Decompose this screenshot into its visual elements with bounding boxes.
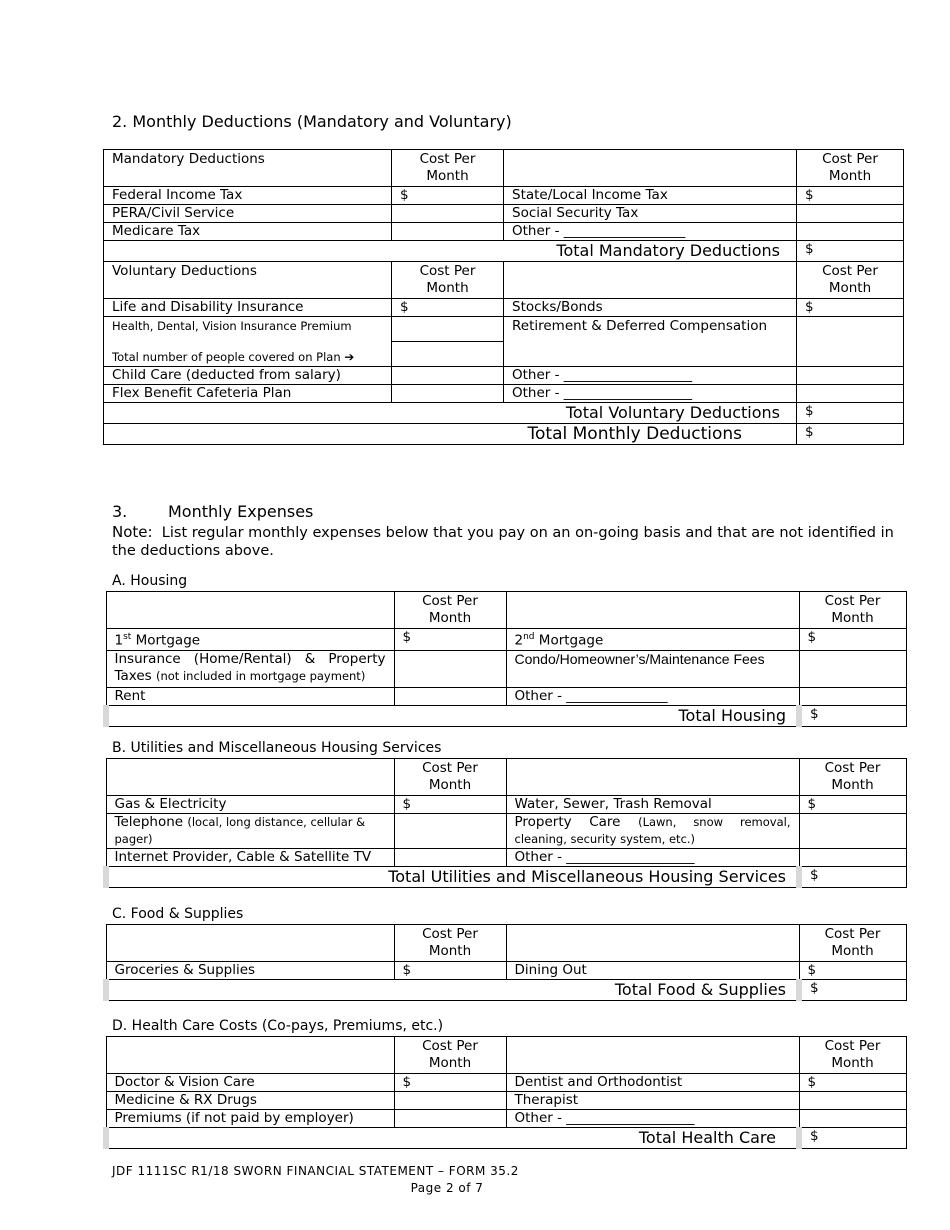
other-voluntary-1-label: Other - ___________________	[504, 367, 797, 385]
blank-header	[506, 925, 799, 962]
first-mortgage-field[interactable]: $	[394, 629, 506, 651]
rent-field[interactable]	[394, 687, 506, 705]
health-title: D. Health Care Costs (Co-pays, Premiums, etc.)	[112, 1018, 444, 1034]
total-mandatory-field[interactable]: $	[797, 241, 904, 262]
blank-header	[506, 1037, 799, 1074]
other-voluntary-1-field[interactable]	[797, 367, 904, 385]
rent-label: Rent	[106, 687, 394, 705]
other-utilities-label: Other - ___________________	[506, 849, 799, 867]
telephone-field[interactable]	[394, 814, 506, 849]
total-voluntary-field[interactable]: $	[797, 403, 904, 424]
first-mortgage-label: 1st Mortgage	[106, 629, 394, 651]
total-food-label: Total Food & Supplies	[106, 980, 799, 1001]
housing-table	[103, 591, 907, 727]
other-health-field[interactable]	[799, 1110, 906, 1128]
doctor-vision-field[interactable]: $	[394, 1074, 506, 1092]
deductions-table	[103, 149, 904, 445]
social-security-label: Social Security Tax	[504, 205, 797, 223]
utilities-title: B. Utilities and Miscellaneous Housing Services	[112, 740, 442, 756]
cost-header: Cost Per Month	[797, 262, 904, 299]
other-voluntary-2-field[interactable]	[797, 385, 904, 403]
social-security-field[interactable]	[797, 205, 904, 223]
cost-header: Cost Per Month	[799, 592, 906, 629]
stocks-label: Stocks/Bonds	[504, 299, 797, 317]
cost-header: Cost Per Month	[394, 592, 506, 629]
internet-label: Internet Provider, Cable & Satellite TV	[106, 849, 394, 867]
child-care-field[interactable]	[392, 367, 504, 385]
water-sewer-label: Water, Sewer, Trash Removal	[506, 796, 799, 814]
health-premium-field[interactable]	[392, 317, 504, 342]
section-3-number: 3.	[112, 502, 128, 521]
total-housing-label: Total Housing	[106, 705, 799, 726]
total-food-field[interactable]: $	[799, 980, 906, 1001]
cost-header: Cost Per Month	[797, 150, 904, 187]
blank-header	[504, 262, 797, 299]
health-table	[103, 1036, 907, 1149]
property-care-field[interactable]	[799, 814, 906, 849]
flex-benefit-field[interactable]	[392, 385, 504, 403]
condo-fees-label: Condo/Homeowner’s/Maintenance Fees	[506, 650, 799, 687]
gas-electric-field[interactable]: $	[394, 796, 506, 814]
dentist-field[interactable]: $	[799, 1074, 906, 1092]
health-premium-label: Health, Dental, Vision Insurance Premium	[104, 317, 392, 342]
cost-header: Cost Per Month	[799, 925, 906, 962]
blank-header	[106, 592, 394, 629]
people-covered-field[interactable]	[392, 342, 504, 367]
medicine-field[interactable]	[394, 1092, 506, 1110]
total-utilities-field[interactable]: $	[799, 867, 906, 888]
cost-header: Cost Per Month	[392, 150, 504, 187]
total-utilities-label: Total Utilities and Miscellaneous Housing Services	[106, 867, 799, 888]
internet-field[interactable]	[394, 849, 506, 867]
telephone-label: Telephone (local, long distance, cellular & pager)	[106, 814, 394, 849]
blank-header	[506, 592, 799, 629]
voluntary-header: Voluntary Deductions	[104, 262, 392, 299]
other-voluntary-2-label: Other - ___________________	[504, 385, 797, 403]
retirement-label: Retirement & Deferred Compensation	[504, 317, 797, 367]
food-table	[103, 924, 907, 1001]
other-housing-label: Other - _______________	[506, 687, 799, 705]
blank-header	[106, 759, 394, 796]
therapist-label: Therapist	[506, 1092, 799, 1110]
therapist-field[interactable]	[799, 1092, 906, 1110]
footer-page-number: Page 2 of 7	[410, 1181, 484, 1195]
cost-header: Cost Per Month	[394, 925, 506, 962]
medicare-field[interactable]	[392, 223, 504, 241]
cost-header: Cost Per Month	[394, 759, 506, 796]
section-3-note	[112, 523, 902, 560]
section-3-title: Monthly Expenses	[168, 502, 314, 521]
groceries-field[interactable]: $	[394, 962, 506, 980]
federal-income-tax-field[interactable]: $	[392, 187, 504, 205]
second-mortgage-field[interactable]: $	[799, 629, 906, 651]
pera-label: PERA/Civil Service	[104, 205, 392, 223]
state-local-tax-label: State/Local Income Tax	[504, 187, 797, 205]
section-2-title: 2. Monthly Deductions (Mandatory and Voluntary)	[112, 112, 512, 131]
other-housing-field[interactable]	[799, 687, 906, 705]
premiums-label: Premiums (if not paid by employer)	[106, 1110, 394, 1128]
total-health-field[interactable]: $	[799, 1128, 906, 1149]
total-monthly-label: Total Monthly Deductions	[104, 424, 797, 445]
doctor-vision-label: Doctor & Vision Care	[106, 1074, 394, 1092]
gas-electric-label: Gas & Electricity	[106, 796, 394, 814]
child-care-label: Child Care (deducted from salary)	[104, 367, 392, 385]
people-covered-label: Total number of people covered on Plan ➔	[104, 342, 392, 367]
medicare-label: Medicare Tax	[104, 223, 392, 241]
arrow-right-icon: ➔	[344, 350, 355, 364]
insurance-field[interactable]	[394, 650, 506, 687]
total-monthly-field[interactable]: $	[797, 424, 904, 445]
medicine-label: Medicine & RX Drugs	[106, 1092, 394, 1110]
blank-header	[106, 1037, 394, 1074]
condo-fees-field[interactable]	[799, 650, 906, 687]
other-utilities-field[interactable]	[799, 849, 906, 867]
blank-header	[506, 759, 799, 796]
note-text: List regular monthly expenses below that you pay on an on-going basis and that are not identified in the deductions above.	[112, 525, 894, 559]
dentist-label: Dentist and Orthodontist	[506, 1074, 799, 1092]
housing-title: A. Housing	[112, 573, 188, 589]
life-insurance-field[interactable]: $	[392, 299, 504, 317]
state-local-tax-field[interactable]: $	[797, 187, 904, 205]
cost-header: Cost Per Month	[392, 262, 504, 299]
federal-income-tax-label: Federal Income Tax	[104, 187, 392, 205]
total-housing-field[interactable]: $	[799, 705, 906, 726]
blank-header	[106, 925, 394, 962]
groceries-label: Groceries & Supplies	[106, 962, 394, 980]
dining-out-label: Dining Out	[506, 962, 799, 980]
insurance-label: Insurance (Home/Rental) & Property Taxes (not included in mortgage payment)	[106, 650, 394, 687]
second-mortgage-label: 2nd Mortgage	[506, 629, 799, 651]
blank-header	[504, 150, 797, 187]
stocks-field[interactable]: $	[797, 299, 904, 317]
cost-header: Cost Per Month	[394, 1037, 506, 1074]
other-mandatory-label: Other - __________________	[504, 223, 797, 241]
property-care-label: Property Care (Lawn, snow removal, cleaning, security system, etc.)	[506, 814, 799, 849]
other-health-label: Other - ___________________	[506, 1110, 799, 1128]
pera-field[interactable]	[392, 205, 504, 223]
flex-benefit-label: Flex Benefit Cafeteria Plan	[104, 385, 392, 403]
life-insurance-label: Life and Disability Insurance	[104, 299, 392, 317]
cost-header: Cost Per Month	[799, 759, 906, 796]
total-voluntary-label: Total Voluntary Deductions	[104, 403, 797, 424]
premiums-field[interactable]	[394, 1110, 506, 1128]
other-mandatory-field[interactable]	[797, 223, 904, 241]
food-title: C. Food & Supplies	[112, 906, 244, 922]
total-health-label: Total Health Care	[106, 1128, 799, 1149]
footer-form-id: JDF 1111SC R1/18 SWORN FINANCIAL STATEMENT – FORM 35.2	[112, 1164, 519, 1178]
note-label: Note:	[112, 523, 153, 541]
retirement-field[interactable]	[797, 317, 904, 367]
total-mandatory-label: Total Mandatory Deductions	[104, 241, 797, 262]
utilities-table	[103, 758, 907, 888]
mandatory-header: Mandatory Deductions	[104, 150, 392, 187]
dining-out-field[interactable]: $	[799, 962, 906, 980]
cost-header: Cost Per Month	[799, 1037, 906, 1074]
water-sewer-field[interactable]: $	[799, 796, 906, 814]
